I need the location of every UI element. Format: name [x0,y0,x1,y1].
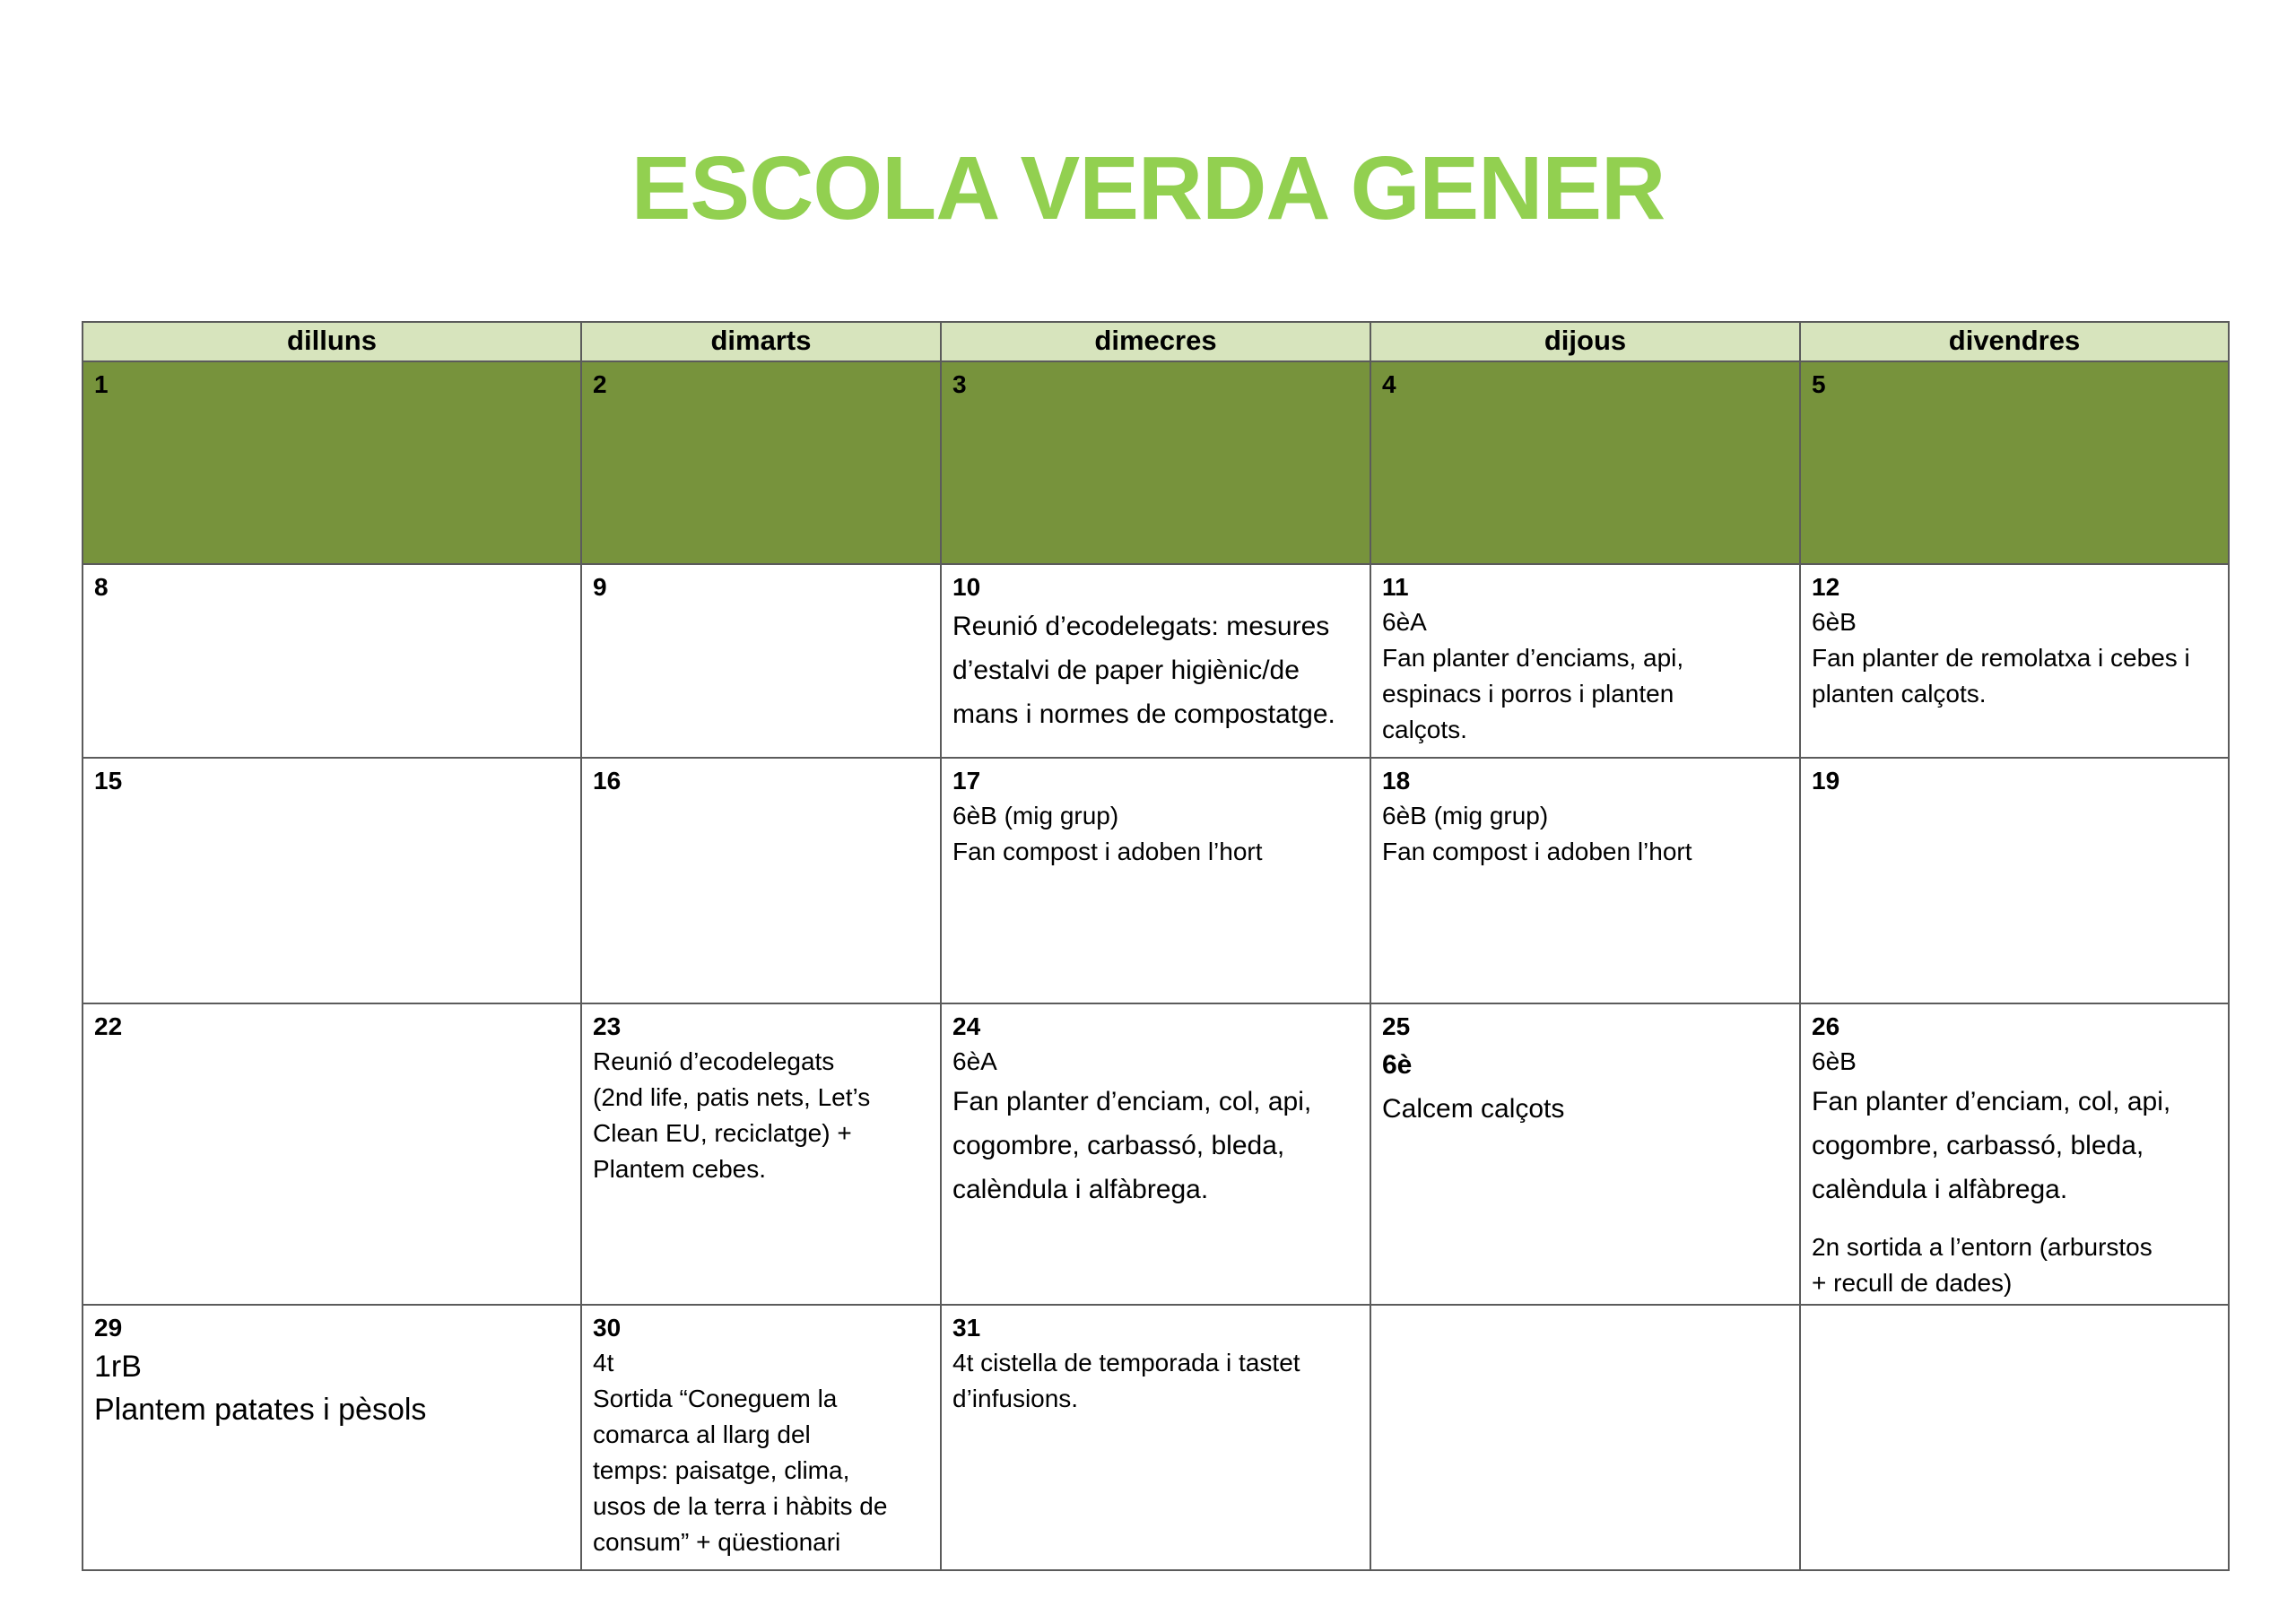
activity-text: 6èB (mig grup) [1382,802,1549,829]
day-number: 9 [593,573,607,601]
day-number: 18 [1382,767,1411,795]
activity-text: Fan compost i adoben l’hort [1382,838,1692,865]
day-cell [1800,1305,2229,1570]
activity-text: 4t [593,1349,614,1376]
weekday-header: divendres [1800,322,2229,361]
activity-text: comarca al llarg del [593,1420,811,1448]
activity-text: d’infusions. [952,1385,1079,1412]
class-group-label: 6èB [1812,1047,1857,1075]
activity-text: Fan planter d’enciam, col, api, [1812,1087,2171,1116]
class-group-label: 6èA [952,1047,997,1075]
activity-text: temps: paisatge, clima, [593,1456,850,1484]
activity-text: Fan planter d’enciams, api, [1382,644,1684,672]
day-cell [1370,1305,1800,1570]
day-number: 5 [1812,370,1826,398]
day-cell [941,564,1370,758]
day-number: 22 [94,1012,123,1040]
day-number: 17 [952,767,981,795]
day-number: 15 [94,767,123,795]
activity-text: Plantem cebes. [593,1155,766,1183]
day-cell [581,1003,941,1305]
activity-text: 2n sortida a l’entorn (arburstos [1812,1233,2152,1261]
day-cell [1800,564,2229,758]
activity-text: calèndula i alfàbrega. [1812,1175,2068,1204]
day-number: 1 [94,370,109,398]
day-cell [941,758,1370,1003]
activity-text: d’estalvi de paper higiènic/de [952,656,1300,685]
week-row [83,361,2229,564]
activity-text: Sortida “Coneguem la [593,1385,838,1412]
day-number: 11 [1382,573,1409,601]
day-number: 12 [1812,573,1840,601]
activity-text: espinacs i porros i planten [1382,680,1674,708]
activity-text: Fan compost i adoben l’hort [952,838,1263,865]
day-number: 26 [1812,1012,1840,1040]
day-number: 30 [593,1314,622,1342]
day-cell [83,564,581,758]
weekday-header-row [83,322,2229,361]
weekday-header: dimarts [581,322,941,361]
activity-text: Clean EU, reciclatge) + [593,1119,852,1147]
activity-text: 6èB (mig grup) [952,802,1119,829]
activity-text: + recull de dades) [1812,1269,2013,1297]
activity-text: Fan planter d’enciam, col, api, [952,1087,1312,1116]
spacer [1812,1211,2217,1229]
day-cell [83,758,581,1003]
day-cell [1370,1003,1800,1305]
day-cell [581,361,941,564]
day-number: 31 [952,1314,981,1342]
day-number: 2 [593,370,607,398]
activity-text: calçots. [1382,716,1467,743]
week-row [83,564,2229,758]
week-row [83,1305,2229,1570]
activity-text: mans i normes de compostatge. [952,699,1335,729]
activity-text: 6è [1382,1050,1413,1080]
day-number: 4 [1382,370,1396,398]
activity-text: Fan planter de remolatxa i cebes i [1812,644,2190,672]
weekday-header: dilluns [83,322,581,361]
activity-text: Reunió d’ecodelegats [593,1047,835,1075]
day-number: 19 [1812,767,1840,795]
day-cell [1370,758,1800,1003]
day-number: 10 [952,573,981,601]
day-cell [941,361,1370,564]
day-cell [941,1003,1370,1305]
day-number: 8 [94,573,109,601]
day-cell [1370,564,1800,758]
day-number: 16 [593,767,622,795]
day-cell [581,758,941,1003]
day-cell [1800,1003,2229,1305]
day-cell [1370,361,1800,564]
weekday-header: dimecres [941,322,1370,361]
calendar-table [82,321,2230,1571]
day-number: 24 [952,1012,981,1040]
activity-text: planten calçots. [1812,680,1987,708]
day-cell [83,1305,581,1570]
weekday-header: dijous [1370,322,1800,361]
activity-text: 4t cistella de temporada i tastet [952,1349,1300,1376]
class-group-label: 6èB [1812,608,1857,636]
activity-text: 1rB [94,1350,142,1384]
day-cell [83,1003,581,1305]
activity-text: Calcem calçots [1382,1094,1565,1124]
day-cell [941,1305,1370,1570]
activity-text: usos de la terra i hàbits de [593,1492,888,1520]
activity-text: Plantem patates i pèsols [94,1393,427,1427]
day-cell [581,564,941,758]
day-number: 23 [593,1012,622,1040]
activity-text: cogombre, carbassó, bleda, [952,1131,1285,1160]
day-cell [1800,758,2229,1003]
activity-text: consum” + qüestionari [593,1528,841,1556]
activity-text: cogombre, carbassó, bleda, [1812,1131,2144,1160]
activity-text: Reunió d’ecodelegats: mesures [952,612,1330,641]
class-group-label: 6èA [1382,608,1427,636]
week-row [83,1003,2229,1305]
day-cell [581,1305,941,1570]
day-cell [83,361,581,564]
activity-text: calèndula i alfàbrega. [952,1175,1209,1204]
day-number: 25 [1382,1012,1411,1040]
day-number: 3 [952,370,967,398]
day-number: 29 [94,1314,123,1342]
page-title: ESCOLA VERDA GENER [631,138,1665,239]
week-row [83,758,2229,1003]
day-cell [1800,361,2229,564]
activity-text: (2nd life, patis nets, Let’s [593,1083,871,1111]
